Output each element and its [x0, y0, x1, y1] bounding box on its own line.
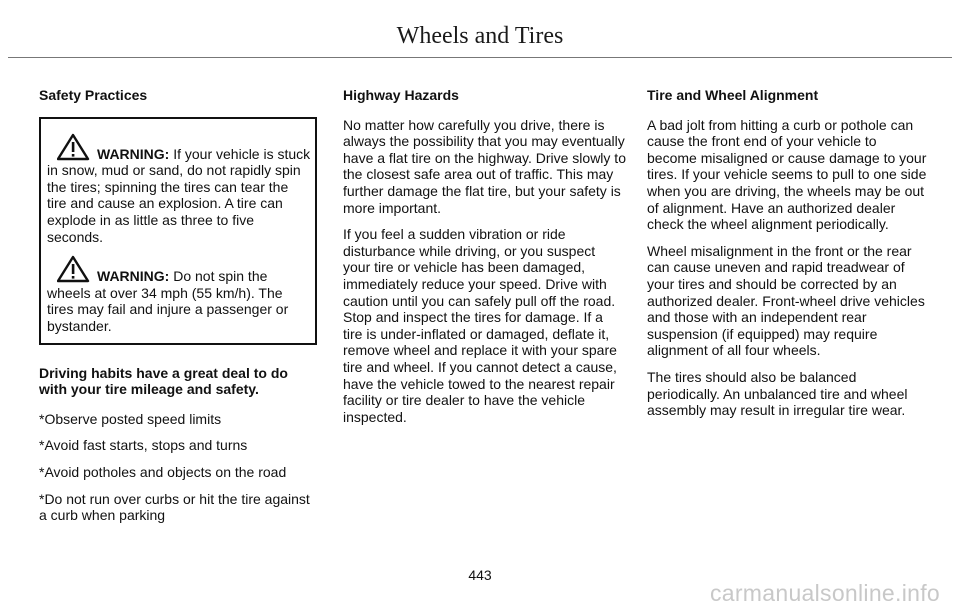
watermark: carmanualsonline.info	[709, 580, 940, 606]
list-item: *Do not run over curbs or hit the tire against a curb when parking	[39, 490, 310, 524]
list-item: *Avoid fast starts, stops and turns	[39, 437, 248, 454]
list-item: *Observe posted speed limits	[39, 410, 222, 427]
paragraph: Wheel misalignment in the front or the rear can cause uneven and rapid treadwear of your tires and should be corrected by an authorized dealer. Front-wheel drive vehicles and those with an independent rear suspension (if equipped) may require alignment of all four wheels.	[647, 242, 925, 359]
warning-text: Do not spin the wheels at over 34 mph (55 km/h). The tires may fail and injure a passenger or bystander.	[47, 268, 289, 334]
driving-habits-note: Driving habits have a great deal to do with your tire mileage and safety.	[39, 364, 288, 398]
paragraph: No matter how carefully you drive, there is always the possibility that you may eventually have a flat tire on the highway. Drive slowly to the closest safe area out of traffic. This may further damage the flat tire, but your safety is more important.	[343, 116, 626, 216]
warning-label: WARNING:	[97, 145, 170, 162]
warning-1	[47, 133, 311, 246]
warning-label: WARNING:	[97, 268, 170, 285]
section-heading-safety-practices: Safety Practices	[39, 87, 148, 103]
column-safety-practices	[39, 87, 317, 534]
warning-triangle-icon	[57, 133, 93, 161]
page-title: Wheels and Tires	[396, 23, 564, 49]
section-heading-tire-wheel-alignment: Tire and Wheel Alignment	[647, 87, 819, 103]
list-item: *Avoid potholes and objects on the road	[39, 463, 287, 480]
warning-2	[47, 255, 311, 334]
warning-triangle-icon	[57, 255, 93, 283]
title-divider	[8, 57, 952, 58]
column-highway-hazards	[343, 87, 626, 435]
column-tire-wheel-alignment	[647, 87, 930, 429]
paragraph: The tires should also be balanced periodically. An unbalanced tire and wheel assembly may result in irregular tire wear.	[647, 368, 908, 419]
warning-text: If your vehicle is stuck in snow, mud or sand, do not rapidly spin the tires; spinning the tires can tear the tire and cause an explosion. A tire can explode in as little as three to five seconds.	[47, 145, 311, 245]
page-number: 443	[468, 567, 492, 583]
paragraph: If you feel a sudden vibration or ride disturbance while driving, or you suspect your tire or vehicle has been damaged, immediately reduce your speed. Drive with caution until you can safely pull off the road. Stop and inspect the tires for damage. If a tire is under-inflated or damaged, deflate it, remove wheel and replace it with your spare tire and wheel. If you cannot detect a cause, have the vehicle towed to the nearest repair facility or tire dealer to have the vehicle inspected.	[343, 226, 617, 425]
paragraph: A bad jolt from hitting a curb or pothole can cause the front end of your vehicle to become misaligned or cause damage to your tires. If your vehicle seems to pull to one side when you are driving, the wheels may be out of alignment. Have an authorized dealer check the wheel alignment periodically.	[647, 116, 927, 233]
section-heading-highway-hazards: Highway Hazards	[343, 87, 459, 103]
warning-box	[39, 117, 317, 345]
